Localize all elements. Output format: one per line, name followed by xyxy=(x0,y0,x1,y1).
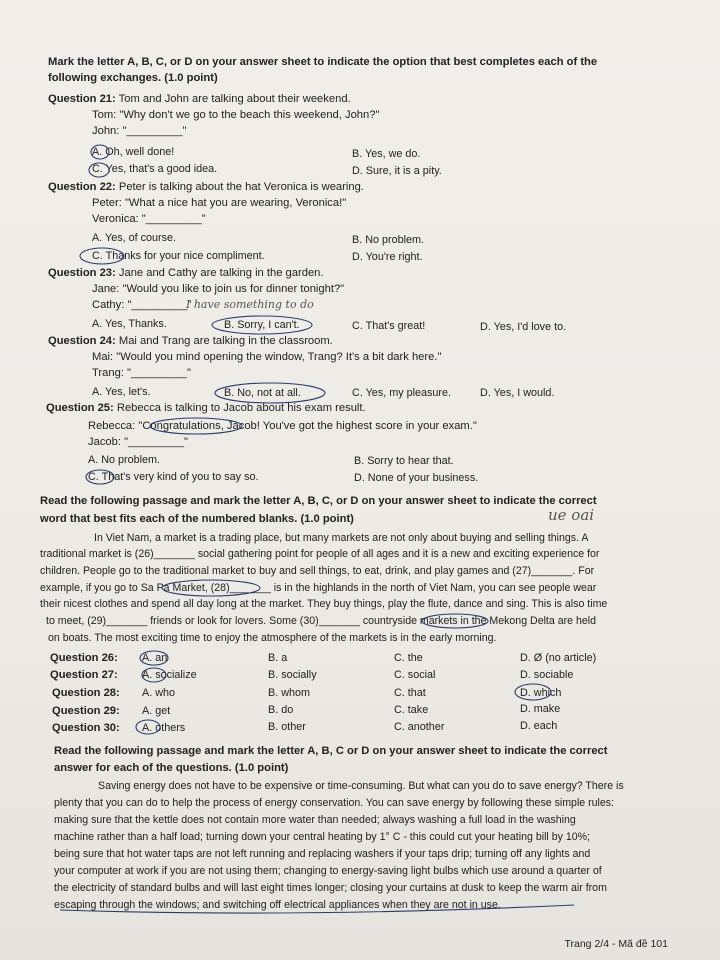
q21-option-a[interactable]: A. Oh, well done! xyxy=(92,146,175,158)
question-27-label: Question 27: xyxy=(50,669,118,681)
q24-option-c[interactable]: C. Yes, my pleasure. xyxy=(352,387,452,399)
question-24-text: Mai and Trang are talking in the classroom. xyxy=(118,335,333,347)
q26-option-c[interactable]: C. the xyxy=(394,652,423,664)
question-21-label: Question 21: xyxy=(48,93,116,105)
q25-option-c[interactable]: C. That's very kind of you to say so. xyxy=(88,471,259,483)
passage2-line8: escaping through the windows; and switching off electrical appliances when they are not in use. xyxy=(54,899,501,911)
question-27 xyxy=(50,668,118,682)
q24-option-d[interactable]: D. Yes, I would. xyxy=(480,387,555,399)
q28-option-b[interactable]: B. whom xyxy=(268,687,311,699)
q30-option-b[interactable]: B. other xyxy=(268,721,306,733)
passage2-line1: Saving energy does not have to be expensive or time-consuming. But what can you do to save energy? There is xyxy=(98,780,624,792)
q21-line1: Tom: "Why don't we go to the beach this weekend, John?" xyxy=(92,109,380,121)
q22-option-c[interactable]: C. Thanks for your nice compliment. xyxy=(92,250,265,262)
question-29 xyxy=(52,704,120,718)
q28-option-c[interactable]: C. that xyxy=(394,687,426,699)
question-22 xyxy=(48,180,364,194)
q21-option-b[interactable]: B. Yes, we do. xyxy=(352,148,421,160)
passage1-line7: on boats. The most exciting time to enjoy the atmosphere of the markets is in the early morning. xyxy=(48,632,497,644)
q28-option-d[interactable]: D. which xyxy=(520,687,562,699)
q26-option-a[interactable]: A. an xyxy=(142,652,168,664)
question-25 xyxy=(46,401,366,415)
question-30 xyxy=(52,721,120,735)
question-21-text: Tom and John are talking about their weekend. xyxy=(118,93,351,105)
question-21 xyxy=(48,92,351,106)
instruction-passage1-line2: word that best fits each of the numbered blanks. (1.0 point) xyxy=(40,513,354,525)
q28-option-a[interactable]: A. who xyxy=(142,687,176,699)
passage1-line4: example, if you go to Sa Pa Market, (28)_______ is in the highlands in the north of Viet Nam, you can see people wear xyxy=(40,582,597,594)
passage1-line1: In Viet Nam, a market is a trading place, but many markets are not only about buying and selling things. A xyxy=(94,532,589,544)
q25-option-b[interactable]: B. Sorry to hear that. xyxy=(354,455,454,467)
instruction-passage2-line1: Read the following passage and mark the letter A, B, C or D on your answer sheet to indicate the correct xyxy=(54,745,608,757)
passage2-line2: plenty that you can do to help the process of energy conservation. You can save energy by following these simple rules: xyxy=(54,797,615,809)
q21-line2: John: "_________" xyxy=(92,125,187,137)
q27-option-b[interactable]: B. socially xyxy=(268,669,317,681)
handwritten-note-q23: I have something to do xyxy=(186,298,314,311)
q25-line1: Rebecca: "Congratulations, Jacob! You've got the highest score in your exam." xyxy=(88,420,477,432)
q23-line1: Jane: "Would you like to join us for dinner tonight?" xyxy=(92,283,345,295)
q30-option-c[interactable]: C. another xyxy=(394,721,445,733)
question-26-label: Question 26: xyxy=(50,652,118,664)
q22-option-a[interactable]: A. Yes, of course. xyxy=(92,232,177,244)
question-29-label: Question 29: xyxy=(52,705,120,717)
passage2-line3: making sure that the kettle does not contain more water than needed; always washing a full load in the washing xyxy=(54,814,576,826)
q23-option-d[interactable]: D. Yes, I'd love to. xyxy=(480,321,567,333)
q29-option-d[interactable]: D. make xyxy=(520,703,561,715)
q30-option-d[interactable]: D. each xyxy=(520,720,558,732)
passage2-line7: the electricity of standard bulbs and will last eight times longer; closing your curtains at dusk to keep the warm air from xyxy=(54,882,607,894)
question-23 xyxy=(48,266,324,280)
question-24-label: Question 24: xyxy=(48,335,116,347)
question-26 xyxy=(50,651,118,665)
q21-option-c[interactable]: C. Yes, that's a good idea. xyxy=(92,163,218,175)
q29-option-c[interactable]: C. take xyxy=(394,704,429,716)
q27-option-d[interactable]: D. sociable xyxy=(520,669,574,681)
q23-option-c[interactable]: C. That's great! xyxy=(352,320,426,332)
q22-option-d[interactable]: D. You're right. xyxy=(352,251,423,263)
q27-option-c[interactable]: C. social xyxy=(394,669,436,681)
question-25-label: Question 25: xyxy=(46,402,114,414)
passage2-line4: machine rather than a half load; turning down your central heating by 1° C - this could cut your heating bill by 10%; xyxy=(54,831,590,843)
q29-option-b[interactable]: B. do xyxy=(268,704,294,716)
q22-line2: Veronica: "_________" xyxy=(92,213,206,225)
passage1-line6: to meet, (29)_______ friends or look for lovers. Some (30)_______ countryside markets in the Mekong Delta are held xyxy=(46,615,596,627)
q24-option-a[interactable]: A. Yes, let's. xyxy=(92,386,151,398)
q21-option-d[interactable]: D. Sure, it is a pity. xyxy=(352,165,442,177)
handwritten-note: ue oai xyxy=(548,506,595,524)
q25-line2: Jacob: "_________" xyxy=(88,436,189,448)
passage1-line2: traditional market is (26)_______ social gathering point for people of all ages and it is a new and exciting experience for xyxy=(40,548,600,560)
q24-line1: Mai: "Would you mind opening the window, Trang? It's a bit dark here." xyxy=(92,351,442,363)
passage1-line5: their nicest clothes and spend all day long at the market. They buy things, play the flute, dance and sing. This is also time xyxy=(40,598,608,610)
q29-option-a[interactable]: A. get xyxy=(142,705,171,717)
q30-option-a[interactable]: A. others xyxy=(142,722,186,734)
question-25-text: Rebecca is talking to Jacob about his exam result. xyxy=(116,402,366,414)
question-30-label: Question 30: xyxy=(52,722,120,734)
question-23-label: Question 23: xyxy=(48,267,116,279)
question-28 xyxy=(52,686,120,700)
question-22-text: Peter is talking about the hat Veronica is wearing. xyxy=(118,181,364,193)
q26-option-d[interactable]: D. Ø (no article) xyxy=(520,652,597,664)
q23-option-b[interactable]: B. Sorry, I can't. xyxy=(224,319,300,331)
question-28-label: Question 28: xyxy=(52,687,120,699)
q25-option-d[interactable]: D. None of your business. xyxy=(354,472,479,484)
q22-option-b[interactable]: B. No problem. xyxy=(352,234,425,246)
q22-line1: Peter: "What a nice hat you are wearing, Veronica!" xyxy=(92,197,347,209)
passage2-line5: being sure that hot water taps are not left running and replacing washers if your taps drip; turning off any lights and xyxy=(54,848,591,860)
q27-option-a[interactable]: A. socialize xyxy=(142,669,197,681)
q24-option-b[interactable]: B. No, not at all. xyxy=(224,387,301,399)
q24-line2: Trang: "_________" xyxy=(92,367,191,379)
instruction-passage2-line2: answer for each of the questions. (1.0 point) xyxy=(54,762,289,774)
question-22-label: Question 22: xyxy=(48,181,116,193)
instruction-exchanges-line1: Mark the letter A, B, C, or D on your answer sheet to indicate the option that best completes each of the xyxy=(48,56,598,68)
q23-line2: Cathy: "_________" xyxy=(92,299,192,311)
instruction-exchanges-line2: following exchanges. (1.0 point) xyxy=(48,72,218,84)
instruction-passage1-line1: Read the following passage and mark the letter A, B, C, or D on your answer sheet to indicate the correct xyxy=(40,495,597,507)
question-24 xyxy=(48,334,333,348)
passage1-line3: children. People go to the traditional market to buy and sell things, to eat, drink, and play games and (27)_______. For xyxy=(40,565,595,577)
q23-option-a[interactable]: A. Yes, Thanks. xyxy=(92,318,167,330)
q25-option-a[interactable]: A. No problem. xyxy=(88,454,161,466)
q26-option-b[interactable]: B. a xyxy=(268,652,288,664)
passage2-line6: your computer at work if you are not using them; changing to energy-saving light bulbs which use around a quarter of xyxy=(54,865,602,877)
page-footer: Trang 2/4 - Mã đề 101 xyxy=(564,938,668,950)
question-23-text: Jane and Cathy are talking in the garden. xyxy=(118,267,324,279)
